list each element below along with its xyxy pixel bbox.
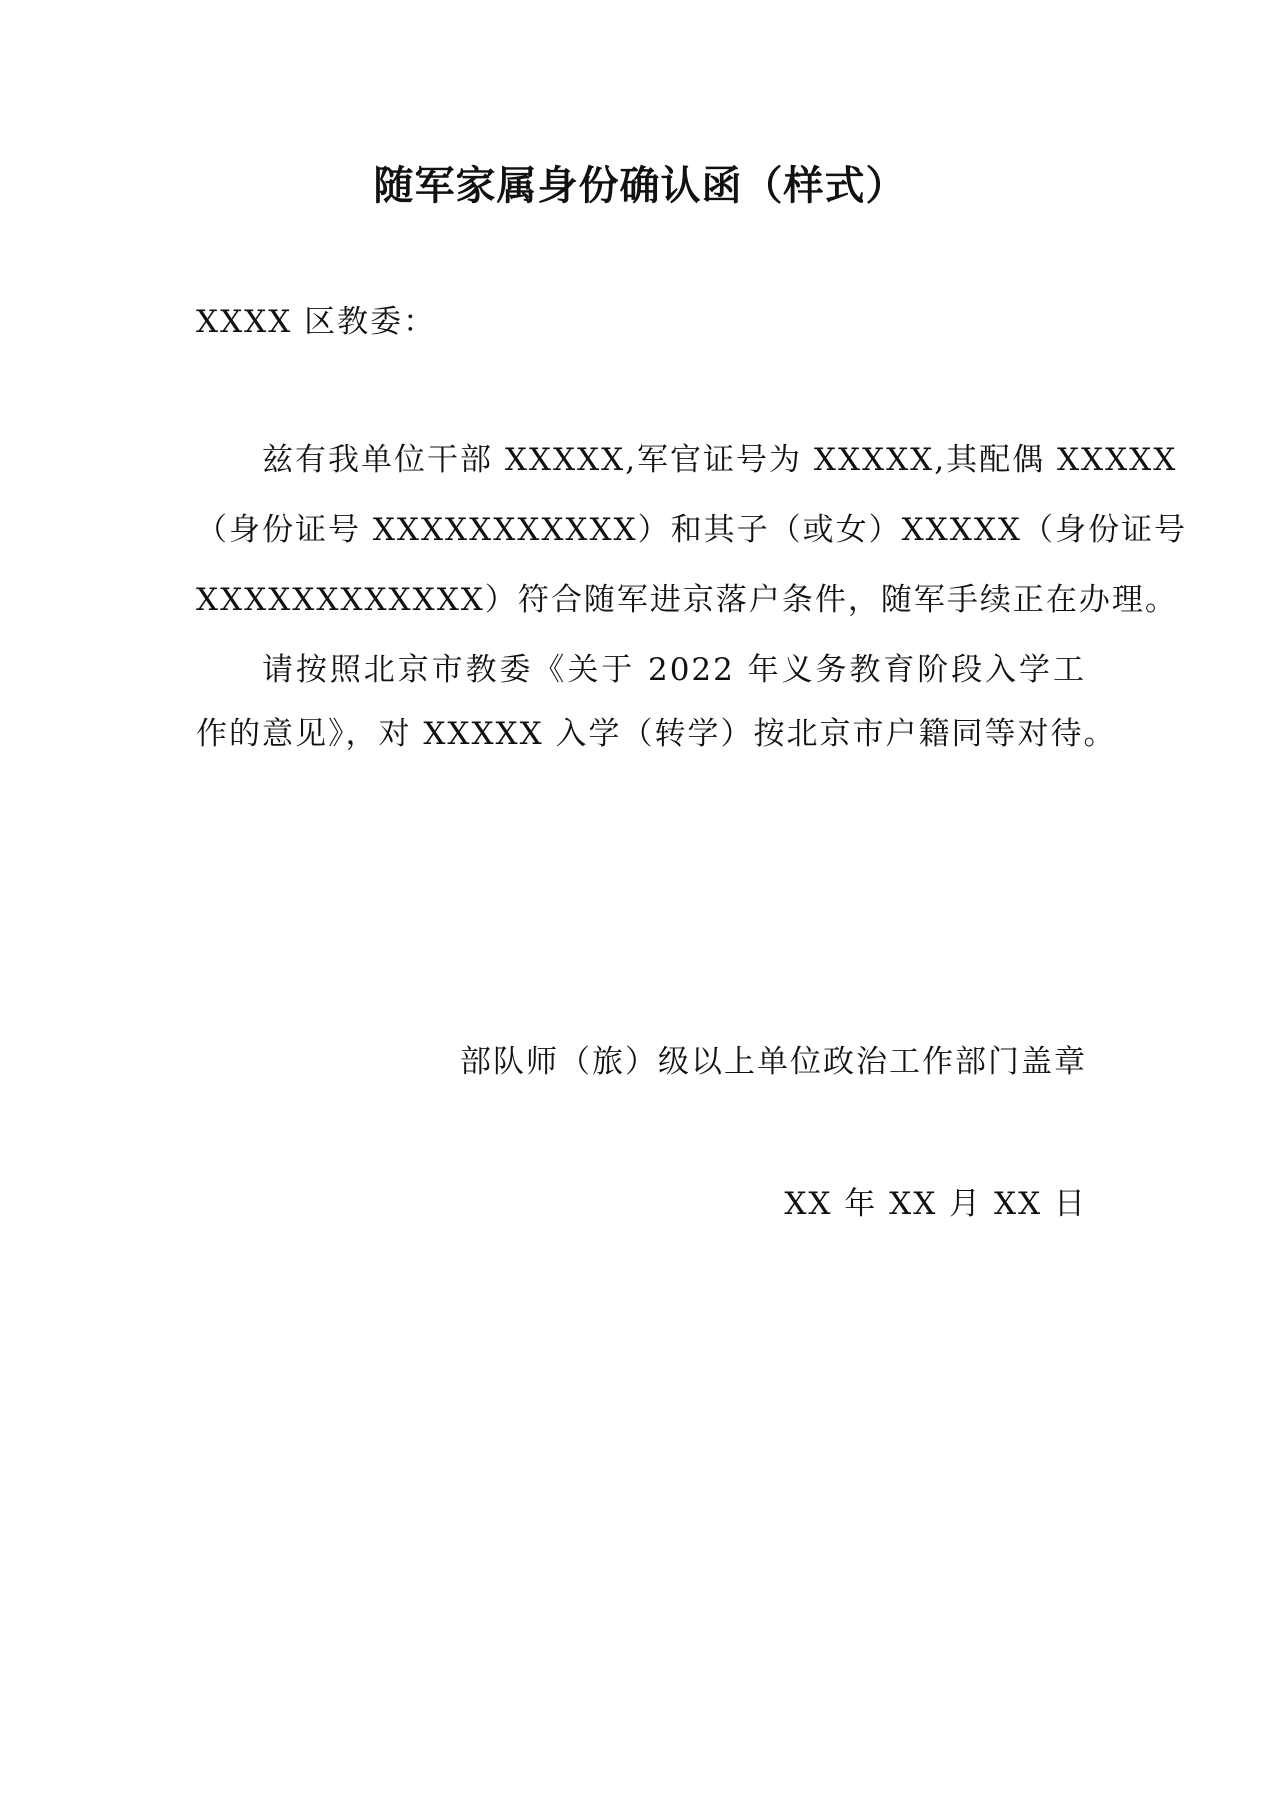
document-title: 随军家属身份确认函（样式） xyxy=(373,162,907,209)
date-line: XX 年 XX 月 XX 日 xyxy=(784,1186,1087,1222)
body-line-1: 兹有我单位干部 XXXXX,军官证号为 XXXXX,其配偶 XXXXX xyxy=(262,442,1178,478)
body-line-4: 请按照北京市教委《关于 2022 年义务教育阶段入学工 xyxy=(262,652,1086,688)
body-line-3: XXXXXXXXXXXX）符合随军进京落户条件，随军手续正在办理。 xyxy=(196,582,1178,618)
body-line-2: （身份证号 XXXXXXXXXXX）和其子（或女）XXXXX（身份证号 xyxy=(196,512,1187,548)
signature-line: 部队师（旅）级以上单位政治工作部门盖章 xyxy=(460,1044,1087,1080)
recipient-line: XXXX 区教委： xyxy=(196,304,437,340)
body-line-5: 作的意见》，对 XXXXX 入学（转学）按北京市户籍同等对待。 xyxy=(196,716,1117,752)
